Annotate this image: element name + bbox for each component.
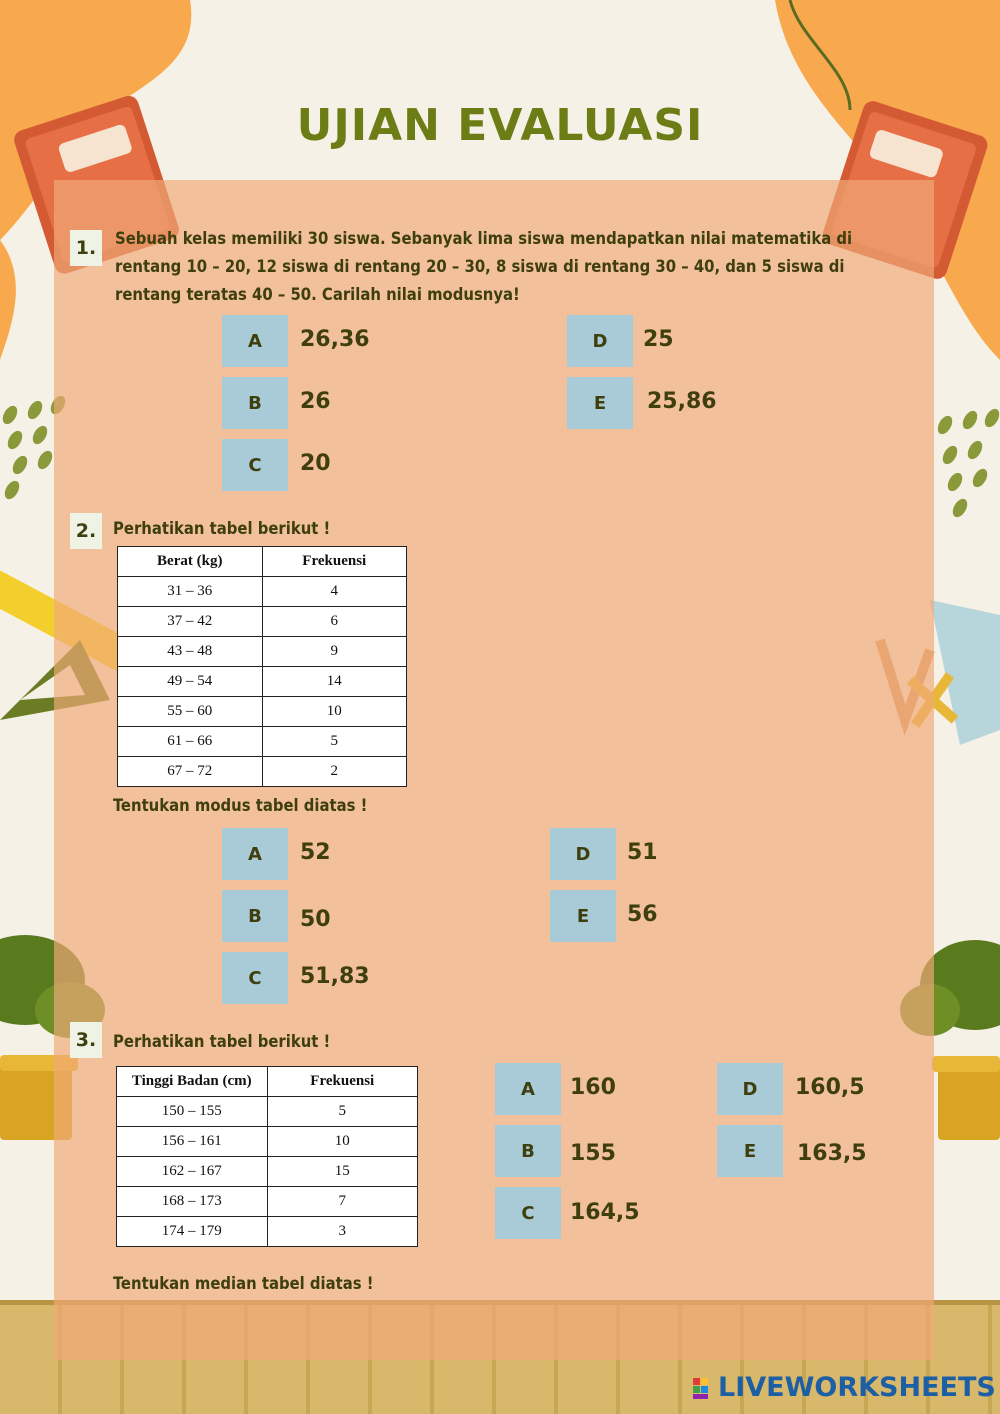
option-c-button[interactable]: C xyxy=(222,952,288,1004)
column-header: Frekuensi xyxy=(262,547,407,577)
option-d-button[interactable]: D xyxy=(567,315,633,367)
table-cell: 31 – 36 xyxy=(118,577,263,607)
table-cell: 61 – 66 xyxy=(118,727,263,757)
table-cell: 10 xyxy=(267,1127,418,1157)
column-header: Tinggi Badan (cm) xyxy=(117,1067,268,1097)
option-e-button[interactable]: E xyxy=(550,890,616,942)
question-number: 3. xyxy=(70,1022,102,1058)
option-e-button[interactable]: E xyxy=(567,377,633,429)
table-row xyxy=(118,757,407,787)
table-row xyxy=(117,1157,418,1187)
option-d-value: 51 xyxy=(627,840,658,865)
question-prompt: Perhatikan tabel berikut ! xyxy=(113,519,331,538)
option-d-value: 160,5 xyxy=(795,1075,865,1100)
table-cell: 2 xyxy=(262,757,407,787)
option-e-button[interactable]: E xyxy=(717,1125,783,1177)
table-cell: 4 xyxy=(262,577,407,607)
column-header: Berat (kg) xyxy=(118,547,263,577)
table-cell: 156 – 161 xyxy=(117,1127,268,1157)
option-c-value: 164,5 xyxy=(570,1200,640,1225)
option-e-value: 25,86 xyxy=(647,389,717,414)
option-b-button[interactable]: B xyxy=(222,377,288,429)
table-row xyxy=(118,607,407,637)
table-cell: 150 – 155 xyxy=(117,1097,268,1127)
liveworksheets-logo-icon xyxy=(693,1378,717,1400)
table-cell: 67 – 72 xyxy=(118,757,263,787)
option-a-value: 26,36 xyxy=(300,327,370,352)
option-b-value: 26 xyxy=(300,389,331,414)
option-d-button[interactable]: D xyxy=(717,1063,783,1115)
option-a-value: 52 xyxy=(300,840,331,865)
table-cell: 14 xyxy=(262,667,407,697)
table-cell: 9 xyxy=(262,637,407,667)
table-cell: 55 – 60 xyxy=(118,697,263,727)
page-title: UJIAN EVALUASI xyxy=(296,100,704,151)
table-cell: 10 xyxy=(262,697,407,727)
column-header: Frekuensi xyxy=(267,1067,418,1097)
table-cell: 5 xyxy=(262,727,407,757)
table-cell: 162 – 167 xyxy=(117,1157,268,1187)
option-c-value: 20 xyxy=(300,451,331,476)
table-cell: 5 xyxy=(267,1097,418,1127)
option-b-value: 50 xyxy=(300,907,331,932)
question-text xyxy=(115,225,905,309)
option-d-value: 25 xyxy=(643,327,674,352)
option-b-value: 155 xyxy=(570,1141,616,1166)
table-cell: 37 – 42 xyxy=(118,607,263,637)
data-table xyxy=(116,1066,418,1247)
option-b-button[interactable]: B xyxy=(222,890,288,942)
data-table xyxy=(117,546,407,787)
table-row xyxy=(117,1217,418,1247)
question-text-line: Sebuah kelas memiliki 30 siswa. Sebanyak lima siswa mendapatkan nilai matematika di xyxy=(115,229,853,248)
table-row xyxy=(118,637,407,667)
option-e-value: 163,5 xyxy=(797,1141,867,1166)
table-row xyxy=(117,1187,418,1217)
table-cell: 168 – 173 xyxy=(117,1187,268,1217)
table-cell: 49 – 54 xyxy=(118,667,263,697)
table-row xyxy=(118,577,407,607)
table-row xyxy=(118,667,407,697)
table-header-row xyxy=(118,547,407,577)
option-c-button[interactable]: C xyxy=(222,439,288,491)
option-b-button[interactable]: B xyxy=(495,1125,561,1177)
table-cell: 6 xyxy=(262,607,407,637)
question-instruction: Tentukan modus tabel diatas ! xyxy=(113,796,368,815)
question-text-line: rentang 10 – 20, 12 siswa di rentang 20 – 30, 8 siswa di rentang 30 – 40, dan 5 siswa di xyxy=(115,257,845,276)
table-cell: 43 – 48 xyxy=(118,637,263,667)
option-c-button[interactable]: C xyxy=(495,1187,561,1239)
table-header-row xyxy=(117,1067,418,1097)
table-cell: 3 xyxy=(267,1217,418,1247)
table-row xyxy=(117,1127,418,1157)
table-cell: 174 – 179 xyxy=(117,1217,268,1247)
option-c-value: 51,83 xyxy=(300,964,370,989)
table-cell: 15 xyxy=(267,1157,418,1187)
option-d-button[interactable]: D xyxy=(550,828,616,880)
option-a-value: 160 xyxy=(570,1075,616,1100)
option-a-button[interactable]: A xyxy=(222,315,288,367)
brand-wordmark[interactable]: LIVEWORKSHEETS xyxy=(718,1372,996,1403)
option-a-button[interactable]: A xyxy=(495,1063,561,1115)
table-row xyxy=(117,1097,418,1127)
table-cell: 7 xyxy=(267,1187,418,1217)
question-instruction: Tentukan median tabel diatas ! xyxy=(113,1274,374,1293)
question-number: 1. xyxy=(70,230,102,266)
option-a-button[interactable]: A xyxy=(222,828,288,880)
table-row xyxy=(118,727,407,757)
question-text-line: rentang teratas 40 – 50. Carilah nilai modusnya! xyxy=(115,285,520,304)
table-row xyxy=(118,697,407,727)
question-prompt: Perhatikan tabel berikut ! xyxy=(113,1032,331,1051)
option-e-value: 56 xyxy=(627,902,658,927)
question-number: 2. xyxy=(70,513,102,549)
